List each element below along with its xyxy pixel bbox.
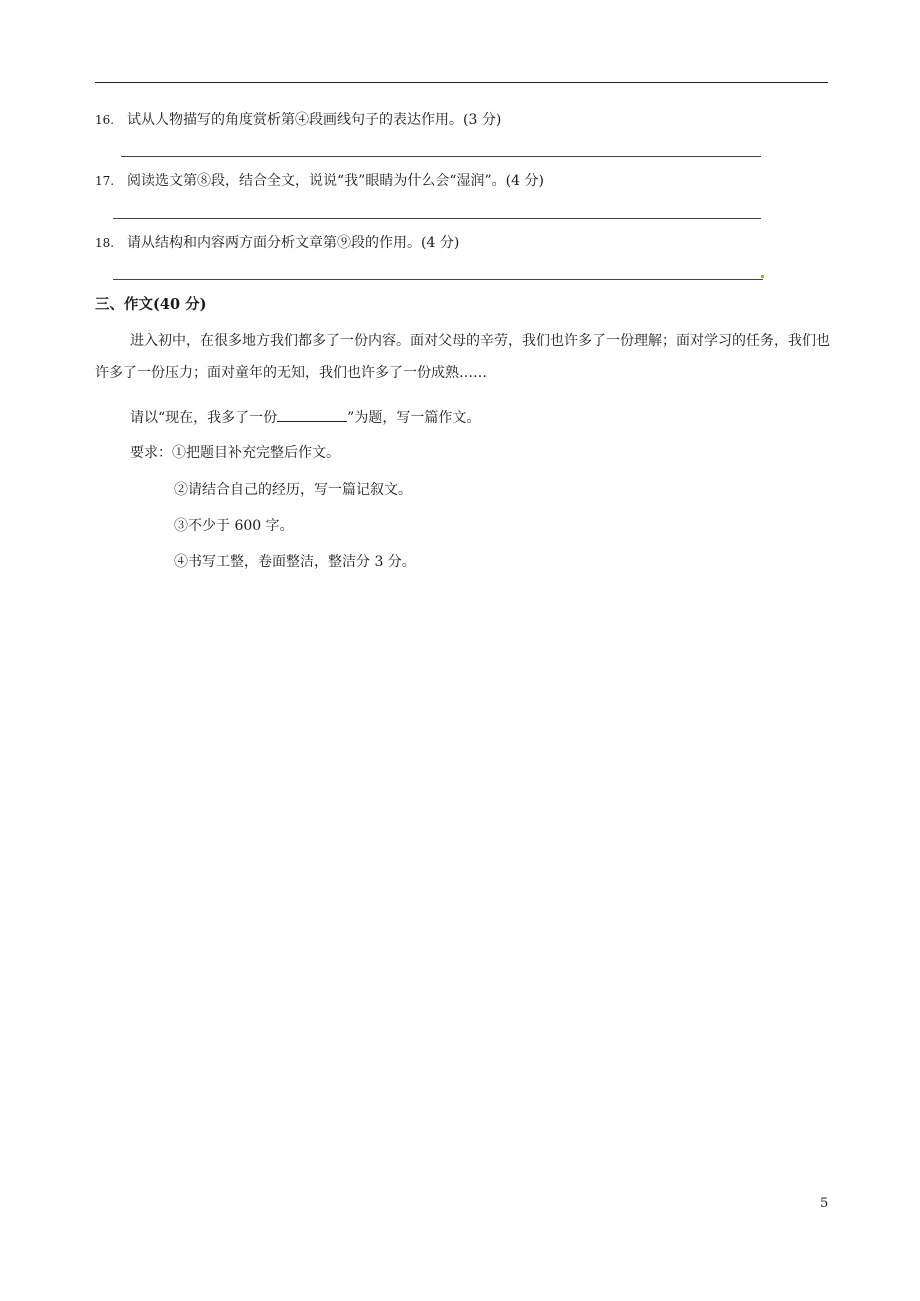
answer-line-18[interactable] (113, 279, 763, 280)
requirements-line-1 (130, 443, 340, 463)
requirement-item: ②请结合自己的经历，写一篇记叙文。 (174, 482, 412, 498)
cursor-mark (761, 275, 764, 278)
question-16 (95, 110, 501, 130)
question-number: 18. (95, 236, 115, 250)
question-text: 请从结构和内容两方面分析文章第⑨段的作用。(4 分) (127, 235, 460, 251)
requirement-item: ④书写工整，卷面整洁，整洁分 3 分。 (174, 554, 416, 570)
question-text: 阅读选文第⑧段，结合全文，说说“我”眼睛为什么会“湿润”。(4 分) (127, 173, 544, 189)
requirements-label: 要求： (130, 445, 172, 461)
prompt-before: 请以“现在，我多了一份 (130, 410, 278, 426)
requirement-item: ③不少于 600 字。 (174, 518, 294, 534)
header-rule (95, 82, 828, 83)
title-blank[interactable] (277, 407, 347, 422)
question-number: 16. (95, 113, 115, 127)
page-number: 5 (820, 1196, 829, 1211)
question-18 (95, 233, 459, 253)
requirement-item: ①把题目补充完整后作文。 (172, 445, 340, 461)
question-text: 试从人物描写的角度赏析第④段画线句子的表达作用。(3 分) (127, 112, 502, 128)
essay-prompt (130, 407, 480, 428)
prompt-after: ”为题，写一篇作文。 (347, 410, 481, 426)
answer-line-16[interactable] (121, 156, 761, 157)
question-17 (95, 171, 544, 191)
question-number: 17. (95, 174, 115, 188)
section-title: 三、作文(40 分) (95, 296, 207, 313)
essay-intro: 进入初中，在很多地方我们都多了一份内容。面对父母的辛劳，我们也许多了一份理解；面对学习的任务，我们也许多了一份压力；面对童年的无知，我们也许多了一份成熟…… (95, 333, 830, 381)
answer-line-17[interactable] (113, 218, 761, 219)
